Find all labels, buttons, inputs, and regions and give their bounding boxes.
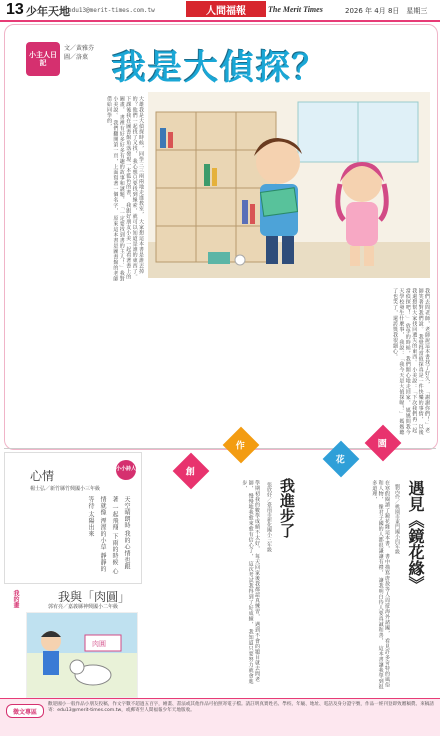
little-poet-badge: 小小詩人: [116, 460, 136, 480]
section-name: 少年天地: [26, 5, 70, 18]
poem-line: 太陽出來: [87, 511, 94, 538]
story-col: 大家想這本書是誰丟掉的？他們一起找了又找，: [131, 96, 144, 275]
story-title: 我是大偵探？: [112, 48, 328, 88]
byline-illustrator: 圖／洛菓: [64, 54, 89, 61]
story-col: 下課後我在圖書館角落發現一本藍色的書，: [125, 96, 132, 201]
newspaper-english-name: The Merit Times: [268, 5, 323, 14]
story-illustration: [148, 92, 430, 278]
story-col: 我心想只要找到線索，就可以知道是誰的東西了。: [131, 158, 138, 280]
submission-text: 歡迎國小一般作品小朋友投稿，作文字數不超過五百字，繪畫、書法或其他作品可拍照寄電子檔。請註明真實姓名、學校、年級、地址、電話及身分證字號，作品一經刊登即致贈稿費。來稿請寄：edu13@merit-times.com.tw，或郵寄至人間福報少年天地版收。: [48, 702, 434, 713]
child-drawing: [26, 612, 138, 698]
poem-title: 心情: [30, 469, 55, 483]
poem-author: 楊士弘／新竹縣竹興國小三年級: [30, 486, 101, 492]
story-col: 媽媽聽了也笑了，還誇獎我很細心。: [391, 288, 405, 436]
newspaper-logo: 人間福報: [186, 1, 266, 17]
essay-col: 慢慢地我愈來愈有信心了，: [247, 493, 254, 560]
story-col: 我們去問老師，老師說這本書找了好久，: [424, 288, 430, 387]
essay-col: 像君子國的人都很謙讓有禮，: [377, 504, 384, 576]
poem-line: 我的心情也跟著: [111, 496, 130, 570]
story-col: 小美說：「下次我們再一起當偵探吧！」: [404, 288, 418, 434]
story-col: 我們翻開第一頁，上面寫著一個名字，: [112, 120, 119, 214]
story-col: 「謝謝你們！」老師笑著對我們說。: [417, 288, 430, 434]
diary-tag: 小主人日記: [26, 42, 60, 76]
essay-author: 劉芮伶／桃園市東門國小四年級: [394, 484, 400, 554]
section-email[interactable]: edu13@merit-times.com.tw: [68, 7, 155, 14]
story-col: 媽媽問我今天學校發生什麼事，: [398, 288, 411, 436]
poem-line: 靜靜的等待: [87, 496, 106, 573]
essay-author: 張欣妤／臺南市新化國小三年級: [266, 482, 272, 552]
story-col: 大雄我是大偵探時候，同學三三兩兩地走進教室，: [138, 96, 144, 217]
essay-title: 遇見《鏡花緣》: [406, 480, 425, 592]
poem-line: 一起飛翔: [111, 504, 118, 531]
essay-col: 我知道只要努力就會進步，: [241, 480, 254, 685]
star-label: 園: [378, 439, 388, 450]
poem-line: 心情就像: [99, 496, 118, 575]
essay2-body: [150, 480, 260, 690]
essay-col: 這次考試我得到了好成績，: [247, 561, 254, 628]
essay-col: 遇到不會的題目就去問老師，: [247, 480, 260, 683]
byline-writer: 文／黃雅芬: [64, 45, 95, 52]
issue-date: 2026 年 4月 8日 星期三: [345, 7, 428, 15]
essay-title: 我進步了: [278, 478, 296, 538]
essay-col: 看見許多奇特的風俗和人物，: [377, 480, 390, 688]
poem-line: 天空晴朗時: [123, 496, 130, 529]
submission-label: 徵文專區: [6, 704, 44, 718]
art-author: 郭宥亮／嘉義縣神興國小二年級: [48, 604, 119, 610]
star-label: 花: [336, 455, 346, 466]
essay-col: 書中描寫唐敖等人周遊海外諸國，: [384, 553, 390, 637]
story-col: 原來這本書是圖書館的老師借給同學的，: [105, 96, 119, 282]
story-col: 書裡有好多好多有趣的故事和謎題，: [118, 114, 125, 203]
my-drawing-tab: 我的畫: [12, 590, 19, 608]
story-col: 我跟好朋友小美一起看著書上的圖畫，: [118, 96, 132, 280]
essay-col: 讓我明白待人要真誠和善，: [377, 577, 384, 644]
story-col: 放學的時候，我們開心地走回家，: [404, 323, 411, 406]
story-col: 「一定要找到書的主人！」我對小美說。: [112, 96, 125, 282]
art-title: 我與「肉圓」: [58, 590, 131, 604]
essay-col: 學期初我的數學成績不太好，: [254, 480, 260, 552]
story-col: 我說：「我今天是大偵探喔！」: [398, 339, 405, 417]
story-text-lower: [12, 288, 430, 438]
story-col: 以後我還想幫大家找回遺失的東西。: [411, 288, 424, 436]
page-number: 13: [6, 1, 24, 18]
sign-text: 肉圓: [92, 640, 106, 648]
poem-line: 下雨的時候: [111, 533, 118, 566]
essay1-body: [296, 480, 390, 690]
story-byline: [64, 44, 94, 62]
poem-body: [22, 496, 132, 576]
star-label: 創: [186, 467, 196, 478]
essay-col: 每天回家後我都認真練習，: [254, 553, 260, 620]
essay-col: 這本書讓我學到很多道理，: [371, 480, 384, 690]
story-col: 我覺得當偵探真是一件快樂的事情，: [417, 334, 424, 423]
story-text-left: [12, 96, 144, 284]
essay-col: 在寒假閱讀了鏡花緣這本書，: [384, 480, 390, 552]
star-label: 作: [236, 441, 246, 452]
poem-line: 溼溼的小草: [99, 517, 106, 551]
